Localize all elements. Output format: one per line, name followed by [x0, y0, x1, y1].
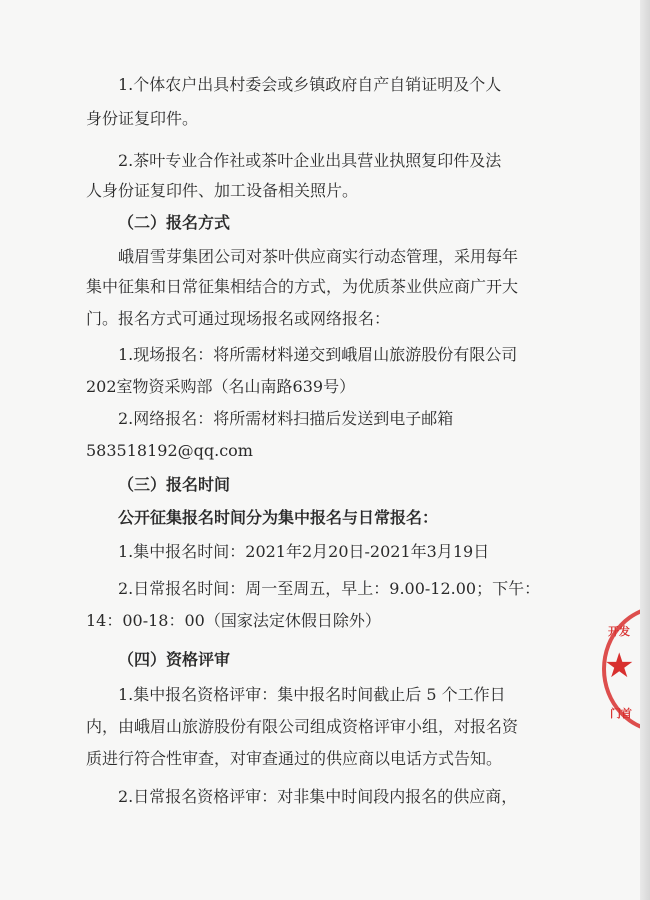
page-edge — [640, 0, 650, 900]
text-line: 峨眉雪芽集团公司对茶叶供应商实行动态管理，采用每年 — [118, 247, 519, 266]
text-line: 质进行符合性审查，对审查通过的供应商以电话方式告知。 — [86, 749, 503, 768]
text-line: 14：00-18：00（国家法定休假日除外） — [86, 611, 381, 630]
text-line: 2.茶叶专业合作社或茶叶企业出具营业执照复印件及法 — [118, 151, 502, 170]
seal-text-top: 开发 — [608, 625, 630, 638]
section-heading: （四）资格评审 — [118, 650, 231, 669]
text-line: 1.集中报名时间：2021年2月20日-2021年3月19日 — [118, 542, 490, 561]
section-heading: （三）报名时间 — [118, 475, 231, 494]
text-line: 门。报名方式可通过现场报名或网络报名： — [86, 309, 391, 328]
text-line: 1.集中报名资格评审：集中报名时间截止后 5 个工作日 — [118, 685, 506, 704]
text-line: 2.网络报名：将所需材料扫描后发送到电子邮箱 — [118, 409, 454, 428]
seal-star-icon: ★ — [604, 646, 635, 686]
text-line: 身份证复印件。 — [86, 109, 199, 128]
text-line: 1.现场报名：将所需材料递交到峨眉山旅游股份有限公司 — [118, 345, 518, 364]
text-line: 2.日常报名时间：周一至周五，早上：9.00-12.00；下午： — [118, 579, 541, 598]
text-line: 集中征集和日常征集相结合的方式，为优质茶业供应商广开大 — [86, 277, 519, 296]
text-line: 2.日常报名资格评审：对非集中时间段内报名的供应商， — [118, 787, 518, 806]
seal-text-bottom: 门首 — [610, 707, 632, 720]
section-heading: （二）报名方式 — [118, 213, 231, 232]
text-line: 1.个体农户出具村委会或乡镇政府自产自销证明及个人 — [118, 75, 502, 94]
text-line: 202室物资采购部（名山南路639号） — [86, 377, 356, 396]
text-line: 人身份证复印件、加工设备相关照片。 — [86, 181, 359, 200]
email-text: 583518192@qq.com — [86, 441, 253, 460]
text-line: 内，由峨眉山旅游股份有限公司组成资格评审小组，对报名资 — [86, 717, 519, 736]
text-line: 公开征集报名时间分为集中报名与日常报名： — [118, 508, 439, 527]
